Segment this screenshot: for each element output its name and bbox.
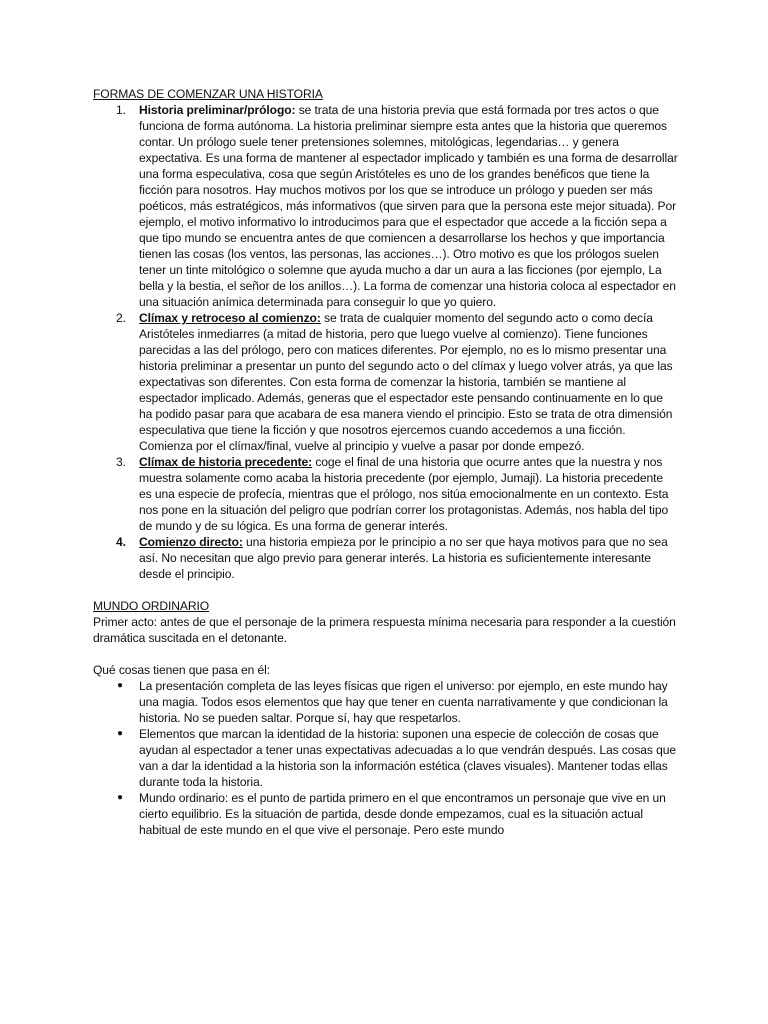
list-item [93,454,678,534]
item-number: 2. [116,311,126,325]
numbered-list [93,102,678,582]
item-number: 4. [116,535,126,549]
intro-paragraph: Primer acto: antes de que el personaje de la primera respuesta mínima necesaria para responder a la cuestión dramática suscitada en el detonante. [93,615,676,645]
list-item [93,790,678,838]
section-heading-formas: FORMAS DE COMENZAR UNA HISTORIA [93,87,323,101]
item-text: se trata de una historia previa que está formada por tres actos o que funciona de forma autónoma. La historia preliminar siempre esta antes que la historia que queremos contar. Un prólogo suele tener pretensiones solemnes, mitológicas, legendarias… y genera expectativa. Es una forma de mantener al espectador implicado y también es una forma de desarrollar una forma especulativa, cosa que según Aristóteles es uno de los grandes benéficos que tiene la ficción para nosotros. Hay muchos motivos por los que se introduce un prólogo y pueden ser más poéticos, más estratégicos, más informativos (que sirven para que la persona este mejor situada). Por ejemplo, el motivo informativo lo introducimos para que el espectador que accede a la ficción sepa a que tipo mundo se encuentra antes de que comiencen a desarrollarse los hechos y que importancia tienen las cosas (los ventos, las personas, las acciones…). Otro motivo es que los prólogos suelen tener un tinte mitológico o solemne que ayuda mucho a dar un aura a las ficciones (por ejemplo, La bella y la bestia, el señor de los anillos…). La forma de comenzar una historia coloca al espectador en una situación anímica determinada para conseguir lo que yo quiero. [139,103,678,309]
bullet-text: Elementos que marcan la identidad de la historia: suponen una especie de colección de cosas que ayudan al espectador a tener unas expectativas adecuadas a lo que vendrán después. Las cosas que van a dar la identidad a la historia son la información estética (claves visuales). Mantener todas ellas durante toda la historia. [139,727,677,789]
list-item [93,726,678,790]
item-term: Comienzo directo: [139,535,243,549]
item-number: 1. [116,103,126,117]
section-heading-mundo: MUNDO ORDINARIO [93,599,210,613]
list-item [93,534,678,582]
item-text: se trata de cualquier momento del segundo acto o como decía Aristóteles inmediarres (a mitad de historia, pero que luego vuelve al comienzo). Tiene funciones parecidas a las del prólogo, pero con matices diferentes. Por ejemplo, no es lo mismo presentar una historia preliminar a presentar un punto del segundo acto o del clímax y luego volver atrás, ya que las expectativas son diferentes. Con esta forma de comenzar la historia, también se mantiene al espectador implicado. Además, generas que el espectador este pensando continuamente en lo que ha podido pasar para que acabara de esa manera viendo el principio. Esto se trata de otra dimensión especulativa que tiene la ficción y que nosotros ejercemos cuando accedemos a una ficción. Comienza por el clímax/final, vuelve al principio y vuelve a pasar por donde empezó. [139,311,673,453]
question-line: Qué cosas tienen que pasa en él: [93,663,270,677]
bullet-list [93,678,678,838]
bullet-icon: ● [117,792,123,803]
spacer [93,582,678,598]
bullet-text: La presentación completa de las leyes físicas que rigen el universo: por ejemplo, en este mundo hay una magia. Todos esos elementos que hay que tener en cuenta narrativamente y que condicionan la historia. No se pueden saltar. Porque sí, hay que respetarlos. [139,679,668,725]
item-term: Clímax de historia precedente: [139,455,313,469]
item-number: 3. [116,455,126,469]
document-page [93,86,678,838]
bullet-icon: ● [117,728,123,739]
list-item [93,102,678,310]
item-term: Clímax y retroceso al comienzo: [139,311,321,325]
list-item [93,310,678,454]
bullet-icon: ● [117,680,123,691]
list-item [93,678,678,726]
bullet-text: Mundo ordinario: es el punto de partida primero en el que encontramos un personaje que vive en un cierto equilibrio. Es la situación de partida, desde donde empezamos, cual es la situación actual habitual de este mundo en el que vive el personaje. Pero este mundo [139,791,666,837]
item-text: una historia empieza por le principio a no ser que haya motivos para que no sea así. No necesitan que algo previo para generar interés. La historia es suficientemente interesante desde el principio. [139,535,668,581]
item-text: coge el final de una historia que ocurre antes que la nuestra y nos muestra solamente como acaba la historia precedente (por ejemplo, Jumaji). La historia precedente es una especie de profecía, mientras que el prólogo, nos sitúa emocionalmente en un contexto. Esta nos pone en la situación del peligro que podrían correr los protagonistas. Además, nos habla del tipo de mundo y de su lógica. Es una forma de generar interés. [139,455,669,533]
spacer [93,646,678,662]
item-term: Historia preliminar/prólogo: [139,103,296,117]
